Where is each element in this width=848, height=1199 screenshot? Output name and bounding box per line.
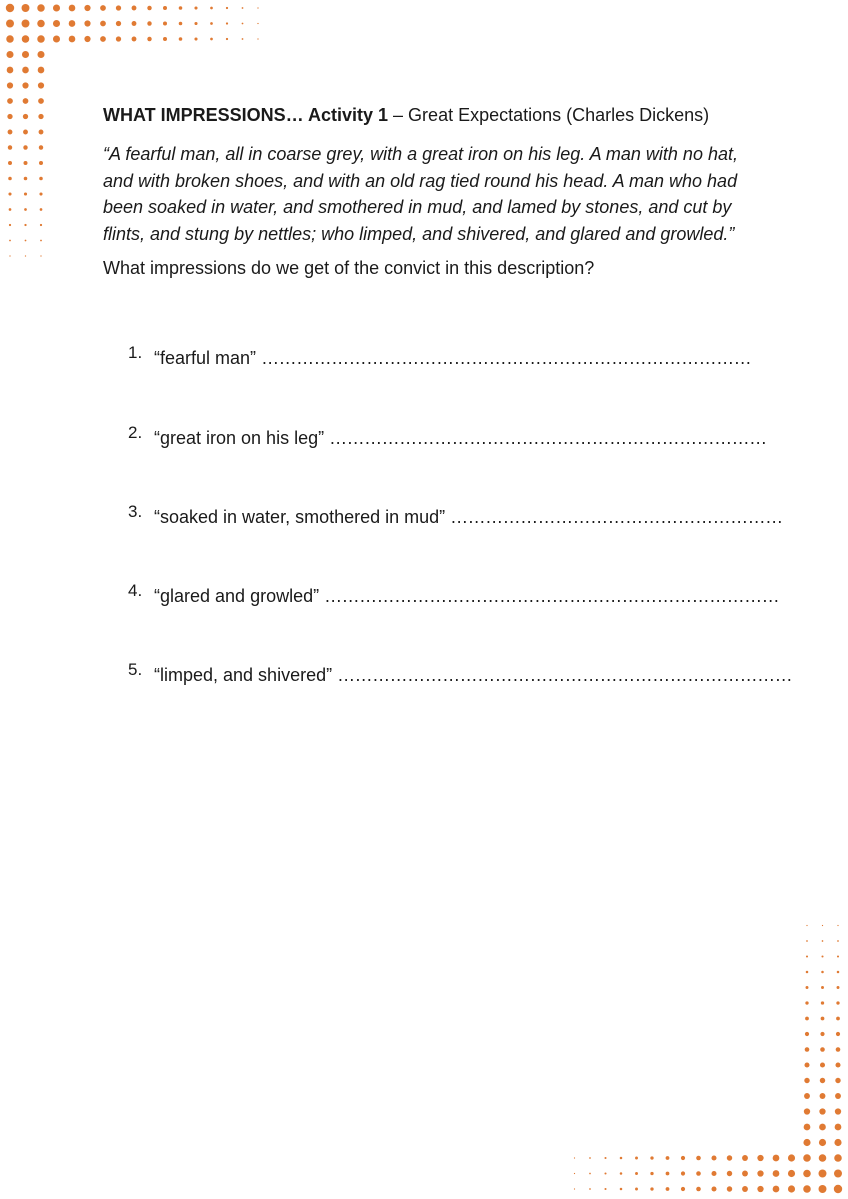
decor-dot bbox=[22, 67, 29, 74]
decor-dot bbox=[179, 22, 183, 26]
decor-dot bbox=[604, 1172, 606, 1174]
decor-dot bbox=[806, 925, 807, 926]
activity-title-subtitle: – Great Expectations (Charles Dickens) bbox=[388, 105, 710, 125]
decor-dot bbox=[6, 4, 14, 12]
decor-dot bbox=[24, 161, 28, 165]
decor-dot bbox=[226, 38, 228, 40]
decor-dot bbox=[84, 20, 90, 26]
decor-dot bbox=[805, 1032, 809, 1036]
decor-dot bbox=[727, 1171, 732, 1176]
decor-dot bbox=[179, 37, 183, 41]
item-number: 2. bbox=[128, 423, 143, 442]
decor-dot bbox=[210, 7, 213, 10]
decor-dot bbox=[835, 1108, 841, 1114]
decor-dot bbox=[834, 1185, 842, 1193]
decor-dot bbox=[6, 20, 14, 28]
decor-dot bbox=[9, 224, 11, 226]
decor-dot bbox=[39, 161, 43, 165]
decor-dot bbox=[69, 5, 76, 12]
quote-line: flints, and stung by nettles; who limped, and shivered, and glared and growled.” bbox=[103, 223, 735, 244]
decor-dot bbox=[23, 130, 28, 135]
decor-dot bbox=[836, 1001, 839, 1004]
quote-line: “A fearful man, all in coarse grey, with a great iron on his leg. A man with no hat, bbox=[103, 144, 738, 164]
decor-dot bbox=[788, 1170, 795, 1177]
decor-dot bbox=[822, 925, 823, 926]
decor-dot bbox=[84, 36, 90, 42]
decor-dot bbox=[589, 1188, 591, 1190]
decor-dot bbox=[25, 240, 27, 242]
decor-dot bbox=[22, 35, 30, 43]
decor-dot bbox=[788, 1185, 795, 1192]
activity-title-bold: WHAT IMPRESSIONS… Activity 1 bbox=[103, 105, 389, 125]
decor-dot bbox=[834, 1139, 841, 1146]
answer-line[interactable]: ………………………………………………………………………… bbox=[261, 348, 752, 368]
activity-title bbox=[103, 103, 803, 127]
decor-dot bbox=[8, 161, 12, 165]
decor-dot bbox=[7, 114, 12, 119]
decor-dot bbox=[727, 1155, 732, 1160]
decor-dot bbox=[757, 1170, 763, 1176]
decor-dot bbox=[37, 4, 45, 12]
item-number: 5. bbox=[128, 660, 143, 679]
decor-dot bbox=[620, 1188, 623, 1191]
decor-dot bbox=[681, 1156, 685, 1160]
decor-dot bbox=[696, 1187, 701, 1192]
item-number: 3. bbox=[128, 502, 143, 521]
decor-dot bbox=[711, 1186, 716, 1191]
decor-dot bbox=[820, 1032, 824, 1036]
decor-dot bbox=[69, 36, 76, 43]
decor-dot bbox=[147, 37, 151, 41]
decor-dot bbox=[711, 1155, 716, 1160]
decor-dot bbox=[620, 1172, 623, 1175]
decor-dot bbox=[835, 1093, 841, 1099]
decor-dot bbox=[803, 1154, 811, 1162]
decor-dot bbox=[589, 1173, 591, 1175]
item-quote: “limped, and shivered” bbox=[154, 665, 333, 685]
decor-dot bbox=[242, 38, 244, 40]
decor-dot bbox=[574, 1173, 575, 1174]
decor-dot bbox=[804, 1124, 811, 1131]
decor-dot bbox=[803, 1185, 811, 1193]
decor-dot bbox=[147, 6, 151, 10]
decor-dot bbox=[210, 22, 213, 25]
decor-dot bbox=[37, 35, 45, 43]
item-number: 4. bbox=[128, 581, 143, 600]
item-quote: “glared and growled” bbox=[154, 586, 320, 606]
decor-dot bbox=[836, 1032, 840, 1036]
answer-line[interactable]: …………………………………………………………………… bbox=[337, 665, 793, 685]
decor-dot bbox=[132, 37, 137, 42]
decor-dot bbox=[620, 1157, 623, 1160]
decor-dot bbox=[39, 177, 43, 181]
decor-dot bbox=[635, 1157, 638, 1160]
decor-dot bbox=[806, 971, 809, 974]
decor-dot bbox=[742, 1171, 748, 1177]
decor-dot bbox=[635, 1172, 638, 1175]
decor-dot bbox=[38, 67, 45, 74]
decor-dot bbox=[163, 37, 167, 41]
decor-dot bbox=[163, 22, 167, 26]
decor-dot bbox=[100, 21, 106, 27]
decor-dot bbox=[22, 51, 29, 58]
item-quote: “soaked in water, smothered in mud” bbox=[154, 507, 446, 527]
decor-dot bbox=[635, 1188, 638, 1191]
decor-dot bbox=[788, 1154, 795, 1161]
item-quote: “great iron on his leg” bbox=[154, 428, 325, 448]
decor-dot bbox=[39, 130, 44, 135]
decor-dot bbox=[23, 98, 29, 104]
decor-dot bbox=[194, 37, 197, 40]
decor-dot bbox=[804, 1078, 809, 1083]
decor-dot bbox=[100, 5, 106, 11]
decor-dot bbox=[257, 7, 258, 8]
decor-dot bbox=[806, 955, 808, 957]
decor-dot bbox=[100, 36, 106, 42]
decor-dot bbox=[804, 1108, 810, 1114]
decor-dot bbox=[681, 1187, 685, 1191]
decor-dot bbox=[834, 1154, 842, 1162]
decor-dot bbox=[757, 1155, 763, 1161]
decor-dot bbox=[837, 925, 838, 926]
decor-dot bbox=[681, 1171, 685, 1175]
decor-dot bbox=[837, 971, 840, 974]
answer-line[interactable]: ………………………………………………… bbox=[450, 507, 783, 527]
decor-dot bbox=[24, 192, 27, 195]
decor-dot bbox=[242, 7, 244, 9]
decor-dot bbox=[821, 1017, 825, 1021]
decor-dot bbox=[835, 1078, 840, 1083]
decor-dot bbox=[257, 23, 258, 24]
decor-dot bbox=[604, 1157, 606, 1159]
decor-dot bbox=[819, 1124, 826, 1131]
decor-dot bbox=[742, 1186, 748, 1192]
decor-dot bbox=[805, 1047, 810, 1052]
decor-dot bbox=[6, 51, 13, 58]
decor-dot bbox=[24, 208, 27, 211]
decor-dot bbox=[116, 36, 121, 41]
decor-dot bbox=[666, 1187, 670, 1191]
decor-dot bbox=[9, 240, 11, 242]
answer-item-2[interactable] bbox=[128, 423, 768, 451]
decor-dot bbox=[23, 114, 28, 119]
decor-dot bbox=[40, 255, 41, 256]
decor-dot bbox=[9, 208, 12, 211]
decor-dot bbox=[39, 192, 42, 195]
decor-dot bbox=[194, 6, 197, 9]
decor-dot bbox=[38, 114, 43, 119]
decor-dot bbox=[757, 1186, 763, 1192]
decor-dot bbox=[574, 1188, 575, 1189]
decor-dot bbox=[804, 1093, 810, 1099]
decor-dot bbox=[820, 1093, 826, 1099]
decor-dot bbox=[773, 1170, 780, 1177]
decor-dot bbox=[837, 955, 839, 957]
decor-dot bbox=[666, 1172, 670, 1176]
decor-dot bbox=[574, 1157, 575, 1158]
decor-dot bbox=[821, 1001, 824, 1004]
decor-dot bbox=[819, 1139, 826, 1146]
decor-dot bbox=[835, 1124, 842, 1131]
decor-dot bbox=[132, 21, 137, 26]
decor-dot bbox=[821, 986, 824, 989]
decor-dot bbox=[23, 145, 27, 149]
decor-dot bbox=[821, 955, 823, 957]
decor-dot bbox=[39, 145, 43, 149]
decor-dot bbox=[837, 986, 840, 989]
decor-dot bbox=[822, 940, 824, 942]
decor-dot bbox=[819, 1185, 827, 1193]
decor-dot bbox=[7, 82, 13, 88]
decor-dot bbox=[711, 1171, 716, 1176]
decor-dot bbox=[53, 4, 60, 11]
decor-dot bbox=[819, 1108, 825, 1114]
answer-item-3[interactable] bbox=[128, 502, 783, 530]
decor-dot bbox=[226, 7, 228, 9]
decor-dot bbox=[6, 35, 14, 43]
decor-dot bbox=[40, 240, 42, 242]
decor-dot bbox=[179, 6, 183, 10]
decor-dot bbox=[773, 1186, 780, 1193]
decor-dot bbox=[147, 21, 151, 25]
decor-dot bbox=[650, 1172, 653, 1175]
decor-dot bbox=[803, 1139, 810, 1146]
decor-dot bbox=[8, 192, 11, 195]
quote-passage bbox=[103, 141, 763, 247]
decor-dot bbox=[226, 22, 228, 24]
decor-dot bbox=[837, 940, 839, 942]
decor-dot bbox=[7, 67, 14, 74]
decor-dot bbox=[806, 940, 808, 942]
decor-dot bbox=[773, 1155, 780, 1162]
question-prompt: What impressions do we get of the convict in this description? bbox=[103, 258, 595, 278]
decor-dot bbox=[650, 1187, 653, 1190]
quote-line: been soaked in water, and smothered in mud, and lamed by stones, and cut by bbox=[103, 197, 732, 217]
decor-dot bbox=[650, 1156, 653, 1159]
decor-dot bbox=[22, 4, 30, 12]
decor-dot bbox=[40, 208, 43, 211]
decor-dot bbox=[38, 98, 44, 104]
decor-dot bbox=[25, 255, 26, 256]
decor-dot bbox=[589, 1157, 591, 1159]
decor-dot bbox=[742, 1155, 748, 1161]
decor-dot bbox=[9, 255, 10, 256]
quote-line: and with broken shoes, and with an old rag tied round his head. A man who had bbox=[103, 170, 738, 191]
item-number: 1. bbox=[128, 343, 143, 362]
decor-dot bbox=[803, 1170, 811, 1178]
decor-dot bbox=[819, 1170, 827, 1178]
decor-dot bbox=[834, 1170, 842, 1178]
decor-dot bbox=[8, 145, 12, 149]
decor-dot bbox=[804, 1062, 809, 1067]
decor-dot bbox=[8, 177, 12, 181]
answer-item-4[interactable] bbox=[128, 581, 780, 609]
decor-dot bbox=[194, 22, 197, 25]
decor-dot bbox=[84, 5, 90, 11]
decor-dot bbox=[22, 20, 30, 28]
item-quote: “fearful man” bbox=[154, 348, 257, 368]
decor-dot bbox=[806, 986, 809, 989]
decor-dot bbox=[835, 1062, 840, 1067]
decor-dot bbox=[666, 1156, 670, 1160]
decor-dot bbox=[116, 21, 121, 26]
decor-dot bbox=[24, 177, 28, 181]
decor-dot bbox=[821, 971, 824, 974]
decor-dot bbox=[38, 82, 44, 88]
decor-dot bbox=[132, 6, 137, 11]
answer-item-5[interactable] bbox=[128, 660, 793, 688]
decor-dot bbox=[836, 1017, 840, 1021]
decor-dot bbox=[69, 20, 76, 27]
answer-item-1[interactable] bbox=[128, 343, 768, 371]
decor-dot bbox=[257, 38, 258, 39]
decor-dot bbox=[820, 1047, 825, 1052]
decor-dot bbox=[8, 130, 13, 135]
decor-dot bbox=[604, 1188, 606, 1190]
answer-line[interactable]: ………………………………………………………………… bbox=[329, 428, 767, 448]
decor-dot bbox=[53, 35, 60, 42]
decor-dot bbox=[836, 1047, 841, 1052]
decor-dot bbox=[116, 5, 121, 10]
decor-dot bbox=[7, 98, 13, 104]
decor-dot bbox=[820, 1062, 825, 1067]
decor-dot bbox=[24, 224, 26, 226]
decor-dot bbox=[820, 1078, 825, 1083]
decor-dot bbox=[22, 82, 28, 88]
decor-dot bbox=[37, 51, 44, 58]
decor-dot bbox=[210, 38, 213, 41]
decor-dot bbox=[40, 224, 42, 226]
decor-dot bbox=[727, 1186, 732, 1191]
decor-dot bbox=[805, 1017, 809, 1021]
decor-dot bbox=[163, 6, 167, 10]
decor-dot bbox=[242, 23, 244, 25]
decor-dot bbox=[696, 1156, 701, 1161]
decor-dot bbox=[53, 20, 60, 27]
answer-line[interactable]: …………………………………………………………………… bbox=[324, 586, 780, 606]
decor-dot bbox=[696, 1171, 701, 1176]
decor-dot bbox=[37, 20, 45, 28]
decor-dot bbox=[805, 1001, 808, 1004]
decor-dot bbox=[819, 1154, 827, 1162]
